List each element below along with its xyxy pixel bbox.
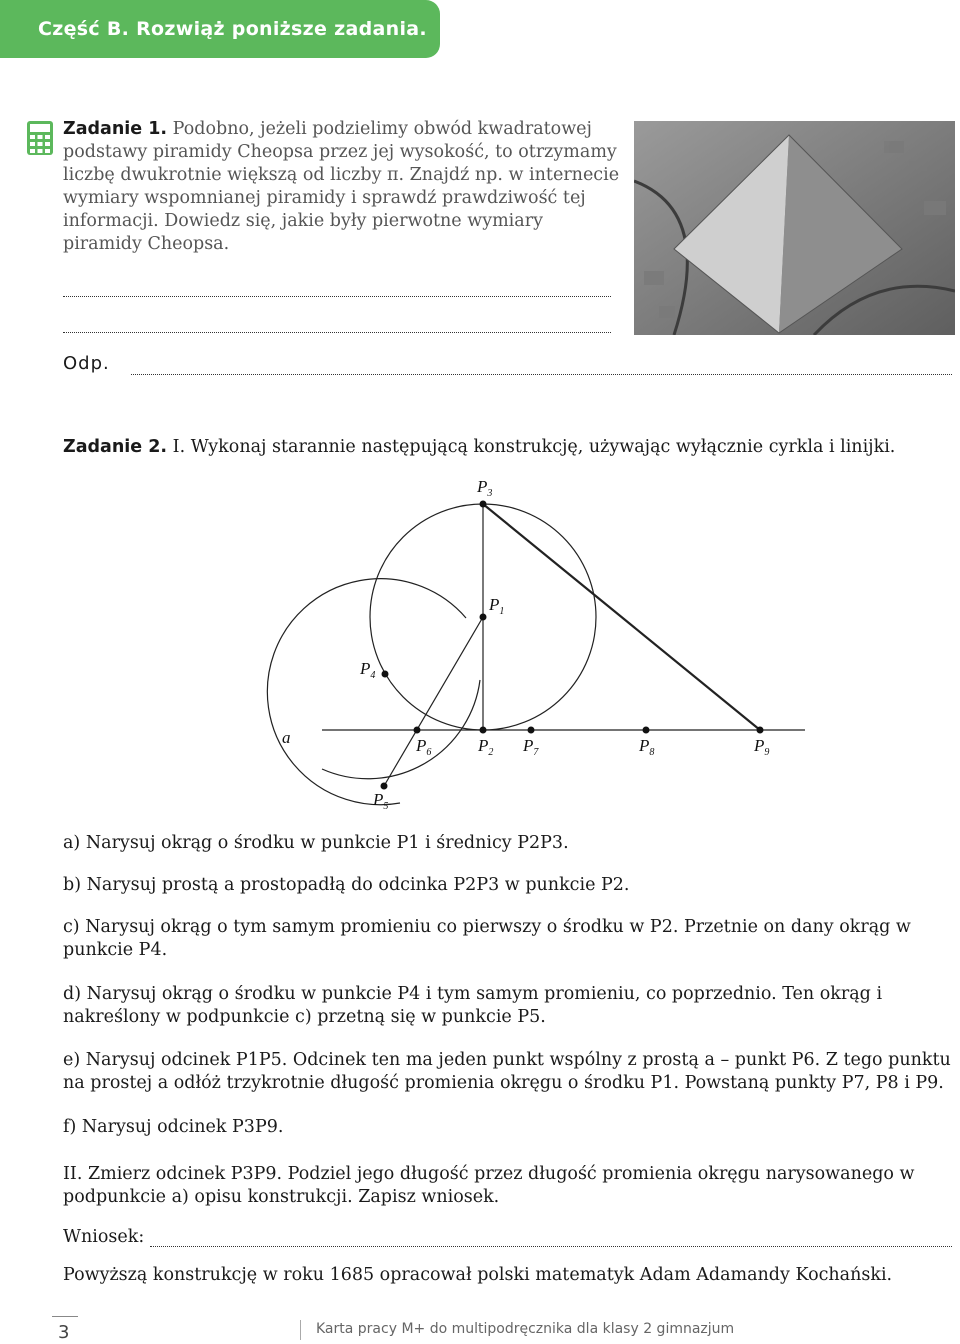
point-p7 bbox=[528, 727, 535, 734]
answer-label: Odp. bbox=[63, 353, 110, 374]
instruction-a bbox=[63, 832, 955, 855]
arc-p2 bbox=[267, 579, 466, 805]
instruction-e bbox=[63, 1049, 955, 1095]
pyramid-photo bbox=[634, 121, 955, 335]
footer-rule bbox=[52, 1316, 78, 1317]
point-p6 bbox=[414, 727, 421, 734]
point-p4 bbox=[382, 671, 389, 678]
point-p8 bbox=[643, 727, 650, 734]
segment-p1p5 bbox=[384, 617, 483, 786]
part-two-text: II. Zmierz odcinek P3P9. Podziel jego długość przez długość promienia okręgu narysowanego w podpunkcie a) opisu konstrukcji. Zapisz wniosek. bbox=[63, 1164, 915, 1207]
instruction-b bbox=[63, 874, 955, 897]
instruction-b-text: b) Narysuj prostą a prostopadłą do odcinka P2P3 w punkcie P2. bbox=[63, 875, 630, 895]
conclusion-label: Wniosek: bbox=[63, 1227, 145, 1247]
construction-figure bbox=[260, 470, 810, 820]
label-p3: $P_3$ bbox=[477, 477, 493, 499]
label-p8: $P_8$ bbox=[639, 736, 655, 758]
footer-separator bbox=[300, 1320, 301, 1340]
instruction-f bbox=[63, 1116, 955, 1139]
task1-text bbox=[63, 118, 623, 256]
point-p1 bbox=[480, 614, 487, 621]
section-title: Część B. Rozwiąż poniższe zadania. bbox=[38, 18, 427, 40]
instruction-c bbox=[63, 916, 955, 962]
answer-line-1[interactable] bbox=[63, 296, 611, 297]
answer-line-2[interactable] bbox=[63, 332, 611, 333]
label-p9: $P_9$ bbox=[754, 736, 770, 758]
label-p6: $P_6$ bbox=[416, 736, 432, 758]
task2-label: Zadanie 2. bbox=[63, 437, 168, 457]
task1-body: Podobno, jeżeli podzielimy obwód kwadratowej podstawy piramidy Cheopsa przez jej wysokość, to otrzymamy liczbę dwukrotnie większą od liczby π. Znajdź np. w internecie wymiary wspomnianej piramidy i sprawdź prawdziwość tej informacji. Dowiedz się, jakie były pierwotne wymiary piramidy Cheopsa. bbox=[63, 119, 620, 254]
task2-intro: I. Wykonaj starannie następującą konstrukcję, używając wyłącznie cyrkla i linijki. bbox=[172, 437, 896, 457]
section-header bbox=[0, 0, 440, 58]
task2-heading bbox=[63, 436, 895, 459]
label-line-a: a bbox=[282, 728, 291, 747]
point-p9 bbox=[757, 727, 764, 734]
instruction-f-text: f) Narysuj odcinek P3P9. bbox=[63, 1117, 284, 1137]
page-number: 3 bbox=[58, 1322, 70, 1343]
label-p2: $P_2$ bbox=[478, 736, 494, 758]
point-p3 bbox=[480, 501, 487, 508]
final-note-text: Powyższą konstrukcję w roku 1685 opracował polski matematyk Adam Adamandy Kochański. bbox=[63, 1265, 893, 1285]
part-two bbox=[63, 1163, 955, 1209]
final-note bbox=[63, 1264, 955, 1287]
label-p7: $P_7$ bbox=[523, 736, 539, 758]
instruction-a-text: a) Narysuj okrąg o środku w punkcie P1 i średnicy P2P3. bbox=[63, 833, 569, 853]
instruction-e-text: e) Narysuj odcinek P1P5. Odcinek ten ma jeden punkt wspólny z prostą a – punkt P6. Z tego punktu na prostej a odłóż trzykrotnie długość promienia okręgu o środku P1. Powstaną punkty P7, P8 i P9. bbox=[63, 1050, 951, 1093]
instruction-c-text: c) Narysuj okrąg o tym samym promieniu co pierwszy o środku w P2. Przetnie on dany okrąg w punkcie P4. bbox=[63, 917, 911, 960]
label-p5: $P_5$ bbox=[373, 790, 389, 812]
answer-line-3[interactable] bbox=[131, 374, 952, 375]
label-p1: $P_1$ bbox=[489, 595, 505, 617]
calculator-icon bbox=[26, 120, 54, 156]
label-p4: $P_4$ bbox=[360, 659, 376, 681]
point-p2 bbox=[480, 727, 487, 734]
instruction-d bbox=[63, 983, 955, 1029]
task1-label: Zadanie 1. bbox=[63, 119, 168, 139]
instruction-d-text: d) Narysuj okrąg o środku w punkcie P4 i tym samym promieniu, co poprzednio. Ten okrąg i nakreślony w podpunkcie c) przetną się w punkcie P5. bbox=[63, 984, 883, 1027]
segment-p3p9 bbox=[483, 504, 760, 730]
footer-text: Karta pracy M+ do multipodręcznika dla klasy 2 gimnazjum bbox=[316, 1321, 735, 1337]
conclusion-line[interactable] bbox=[150, 1246, 952, 1247]
point-p5 bbox=[381, 783, 388, 790]
